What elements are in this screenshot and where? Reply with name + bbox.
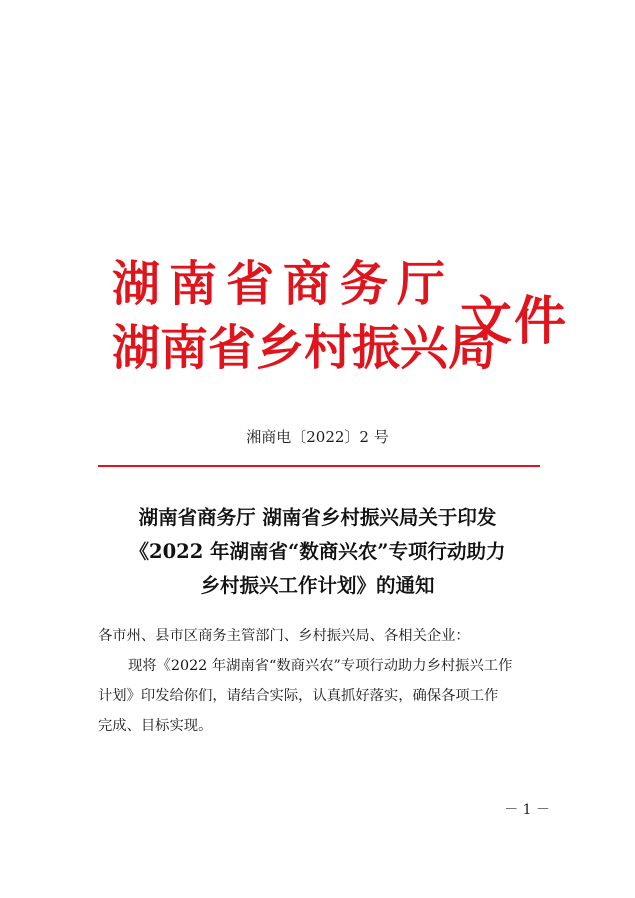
issuer-commerce-department: 湖南省商务厅 <box>112 256 455 312</box>
title-line-3: 乡村振兴工作计划》的通知 <box>200 574 435 597</box>
body-paragraph-line-2: 计划》印发给你们，请结合实际，认真抓好落实，确保各项工作 <box>98 688 499 704</box>
issuer-rural-revitalization-bureau: 湖南省乡村振兴局 <box>112 320 497 376</box>
body-paragraph-line-1: 现将《2022 年湖南省“数商兴农”专项行动助力乡村振兴工作 <box>128 658 513 674</box>
recipients-line: 各市州、县市区商务主管部门、乡村振兴局、各相关企业： <box>98 628 470 644</box>
body-paragraph-line-3: 完成、目标实现。 <box>98 718 213 734</box>
document-suffix: 文件 <box>460 291 569 352</box>
document-body <box>98 621 543 741</box>
red-divider-line <box>98 465 540 467</box>
document-number: 湘商电〔2022〕2 号 <box>246 428 389 446</box>
issuing-authority-header <box>112 256 569 386</box>
document-title <box>90 501 545 603</box>
page-number: － 1 － <box>504 802 550 818</box>
title-line-1: 湖南省商务厅 湖南省乡村振兴局关于印发 <box>138 506 497 529</box>
title-line-2: 《2022 年湖南省“数商兴农”专项行动助力 <box>129 540 506 563</box>
